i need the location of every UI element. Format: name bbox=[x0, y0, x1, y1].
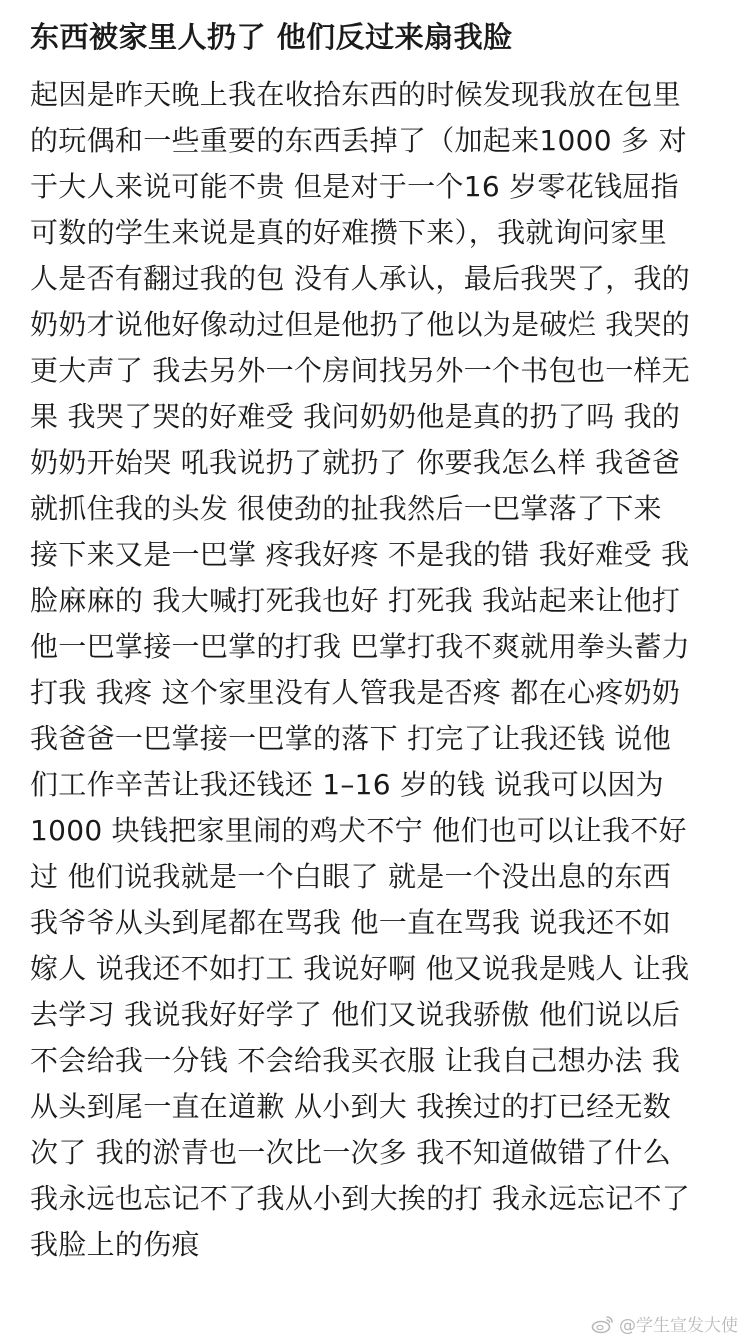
post-title: 东西被家里人扔了 他们反过来扇我脸 bbox=[30, 20, 513, 54]
post-body-line: 1000 块钱把家里闹的鸡犬不宁 他们也可以让我不好 bbox=[30, 814, 687, 847]
post-body-line: 次了 我的淤青也一次比一次多 我不知道做错了什么 bbox=[30, 1136, 672, 1169]
post-body-line: 于大人来说可能不贵 但是对于一个16 岁零花钱屈指 bbox=[30, 170, 679, 203]
post-body-line: 可数的学生来说是真的好难攒下来），我就询问家里 bbox=[30, 216, 667, 249]
post-body-line: 人是否有翻过我的包 没有人承认，最后我哭了，我的 bbox=[30, 262, 691, 295]
post-body-line: 去学习 我说我好好学了 他们又说我骄傲 他们说以后 bbox=[30, 998, 681, 1031]
post-body-line: 果 我哭了哭的好难受 我问奶奶他是真的扔了吗 我的 bbox=[30, 400, 681, 433]
post-body-line: 我永远也忘记不了我从小到大挨的打 我永远忘记不了 bbox=[30, 1182, 691, 1215]
post-body-line: 们工作辛苦让我还钱还 1–16 岁的钱 说我可以因为 bbox=[30, 768, 664, 801]
post-body-line: 我爸爸一巴掌接一巴掌的落下 打完了让我还钱 说他 bbox=[30, 722, 672, 755]
post-body-line: 脸麻麻的 我大喊打死我也好 打死我 我站起来让他打 bbox=[30, 584, 681, 617]
post-body-line: 更大声了 我去另外一个房间找另外一个书包也一样无 bbox=[30, 354, 691, 387]
post-body-line: 奶奶才说他好像动过但是他扔了他以为是破烂 我哭的 bbox=[30, 308, 691, 341]
post-body-line: 起因是昨天晚上我在收拾东西的时候发现我放在包里 bbox=[30, 78, 681, 111]
post-body-line: 从头到尾一直在道歉 从小到大 我挨过的打已经无数 bbox=[30, 1090, 672, 1123]
post-body-line: 过 他们说我就是一个白眼了 就是一个没出息的东西 bbox=[30, 860, 672, 893]
post-body bbox=[30, 72, 734, 1268]
weibo-icon bbox=[591, 1314, 615, 1334]
post-body-line: 奶奶开始哭 吼我说扔了就扔了 你要我怎么样 我爸爸 bbox=[30, 446, 681, 479]
post-body-line: 打我 我疼 这个家里没有人管我是否疼 都在心疼奶奶 bbox=[30, 676, 681, 709]
watermark bbox=[591, 1311, 738, 1336]
post-body-line: 嫁人 说我还不如打工 我说好啊 他又说我是贱人 让我 bbox=[30, 952, 690, 985]
post-body-line: 接下来又是一巴掌 疼我好疼 不是我的错 我好难受 我 bbox=[30, 538, 690, 571]
watermark-text: @学生宣发大使 bbox=[619, 1316, 738, 1336]
post-body-line: 不会给我一分钱 不会给我买衣服 让我自己想办法 我 bbox=[30, 1044, 681, 1077]
post-body-line: 就抓住我的头发 很使劲的扯我然后一巴掌落了下来 bbox=[30, 492, 662, 525]
post-body-line: 的玩偶和一些重要的东西丢掉了（加起来1000 多 对 bbox=[30, 124, 687, 157]
post-body-line: 我爷爷从头到尾都在骂我 他一直在骂我 说我还不如 bbox=[30, 906, 672, 939]
post-body-line: 我脸上的伤痕 bbox=[30, 1228, 200, 1261]
post-body-line: 他一巴掌接一巴掌的打我 巴掌打我不爽就用拳头蓄力 bbox=[30, 630, 691, 663]
